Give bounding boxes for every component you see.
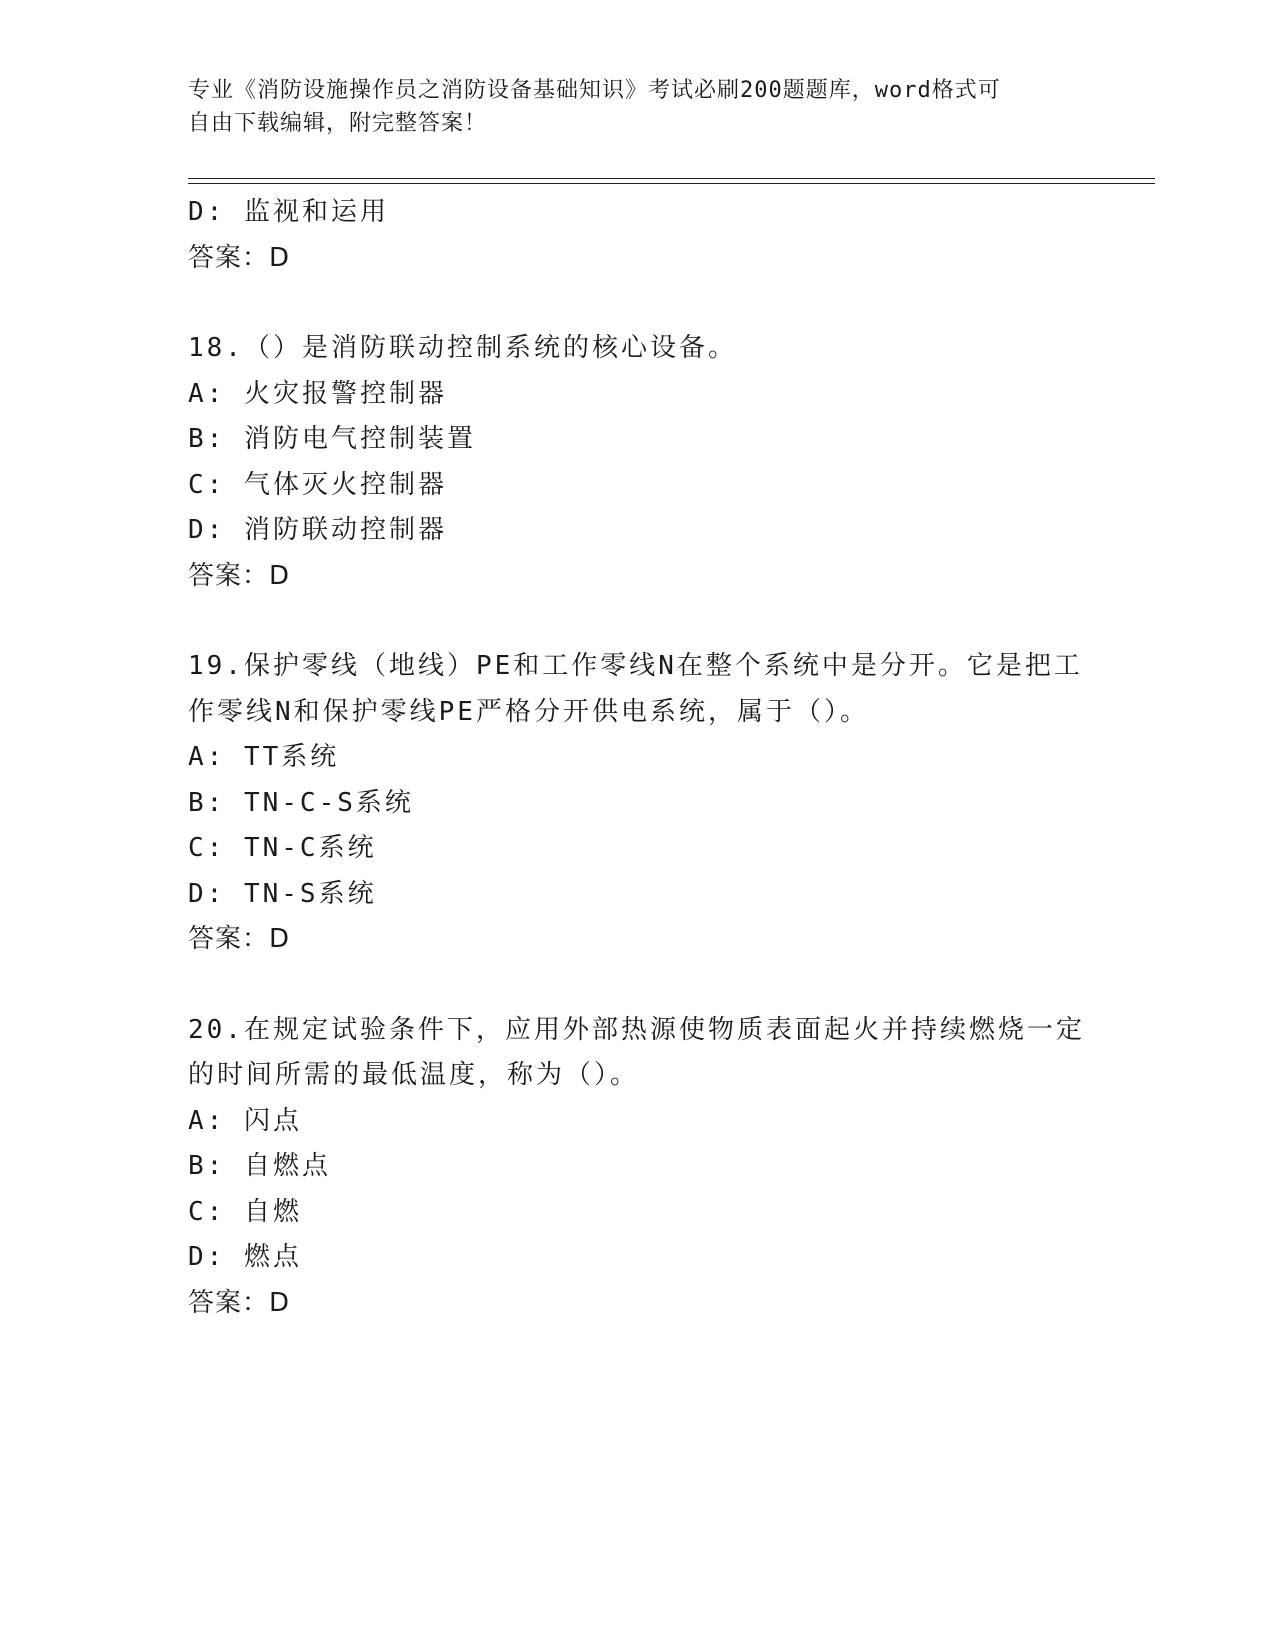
document-header <box>188 74 1068 140</box>
option-b: B: 消防电气控制装置 <box>188 424 476 454</box>
option-a: A: 闪点 <box>188 1105 302 1136</box>
document-body <box>188 190 1088 1326</box>
option-c: C: 自燃 <box>188 1196 302 1227</box>
option-c: C: TN-C系统 <box>188 833 377 863</box>
prev-answer: 答案：D <box>188 242 291 273</box>
option-b: B: TN-C-S系统 <box>188 787 414 818</box>
option-d: D: TN-S系统 <box>188 878 377 909</box>
prev-option-d: D: 监视和运用 <box>188 197 389 227</box>
question-stem-line: 的时间所需的最低温度，称为（）。 <box>188 1060 640 1090</box>
spacer <box>188 281 1088 326</box>
option-c: C: 气体灭火控制器 <box>188 469 447 500</box>
answer: 答案：D <box>188 560 291 591</box>
question-stem-line: 18.（）是消防联动控制系统的核心设备。 <box>188 333 737 363</box>
header-line-1: 专业《消防设施操作员之消防设备基础知识》考试必刷200题题库，word格式可 <box>188 78 1001 103</box>
question-stem-line: 19.保护零线（地线）PE和工作零线N在整个系统中是分开。它是把工 <box>188 651 1083 681</box>
header-line-2: 自由下载编辑，附完整答案！ <box>188 111 488 136</box>
question-stem-line: 作零线N和保护零线PE严格分开供电系统，属于（）。 <box>188 696 869 727</box>
header-divider-top <box>188 178 1155 179</box>
option-d: D: 燃点 <box>188 1242 302 1272</box>
option-d: D: 消防联动控制器 <box>188 515 447 545</box>
option-b: B: 自燃点 <box>188 1151 331 1181</box>
header-divider-bottom <box>188 183 1155 184</box>
question-18 <box>188 326 1088 599</box>
question-stem-line: 20.在规定试验条件下，应用外部热源使物质表面起火并持续燃烧一定 <box>188 1014 1085 1045</box>
option-a: A: 火灾报警控制器 <box>188 378 447 409</box>
answer: 答案：D <box>188 924 291 954</box>
spacer <box>188 599 1088 644</box>
option-a: A: TT系统 <box>188 742 340 772</box>
question-19 <box>188 644 1088 963</box>
question-20 <box>188 1008 1088 1327</box>
answer: 答案：D <box>188 1287 291 1318</box>
spacer <box>188 963 1088 1008</box>
